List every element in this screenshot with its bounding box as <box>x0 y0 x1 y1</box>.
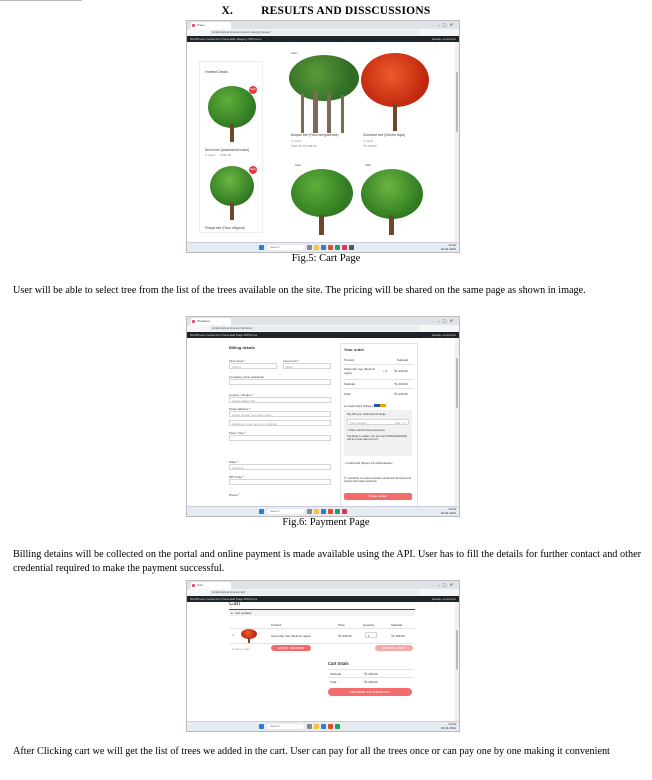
sale-badge: Sale! <box>249 86 257 94</box>
total-label: Total <box>344 392 351 396</box>
product-name[interactable]: Peepal tree (Ficus religiosa) <box>205 226 245 230</box>
page-scrollbar[interactable] <box>455 42 459 243</box>
sidebar-deals <box>199 61 263 233</box>
taskbar-search[interactable]: Search <box>267 245 304 250</box>
update-cart-button[interactable]: UPDATE CART <box>375 645 413 651</box>
browser-tab[interactable] <box>191 22 231 29</box>
wp-howdy[interactable]: Howdy, xxxxxxxxx <box>431 597 456 601</box>
cart-totals-title: Cart totals <box>328 661 349 666</box>
gulmohar-thumbnail[interactable] <box>241 629 257 643</box>
product-name[interactable]: Gulmohar tree (Delonix regia) <box>363 133 405 137</box>
wp-admin-items[interactable]: WordPress Customize 0 New Edit category WPForms <box>190 37 262 41</box>
col-price: Price <box>338 623 345 627</box>
coupon-field[interactable]: Coupon code <box>232 647 250 651</box>
system-clock[interactable]: 10:22 18-04-2024 <box>440 243 456 251</box>
taskbar-app-icon[interactable] <box>335 245 340 250</box>
zip-label: ZIP Code * <box>229 475 244 479</box>
taskbar-app-icon[interactable] <box>307 245 312 250</box>
card-panel <box>344 410 412 456</box>
order-item-qty: × 1 <box>383 369 388 373</box>
product-name[interactable]: Neem tree (Azadirachta indica) <box>205 148 249 152</box>
cart-notice <box>229 609 415 616</box>
wp-admin-bar <box>187 36 459 42</box>
paragraph-3: After Clicking cart we will get the list of trees we added in the cart. User can pay for all the trees once or can pay one by one making it convenient <box>13 746 610 757</box>
url-field[interactable]: localhost/wordpress/product-category/trees/ <box>209 30 419 35</box>
tree-image[interactable] <box>359 167 425 237</box>
taskbar-app-icon[interactable] <box>342 509 347 514</box>
col-product: Product <box>271 623 282 627</box>
taskbar-app-icon[interactable] <box>342 245 347 250</box>
taskbar-app-icon[interactable] <box>328 245 333 250</box>
wp-admin-bar <box>187 596 459 602</box>
remove-item-icon[interactable]: ⊗ <box>232 633 235 637</box>
figure-6-screenshot <box>186 316 460 517</box>
favicon-icon <box>192 584 195 587</box>
figure-7-screenshot <box>186 580 460 732</box>
proceed-checkout-button[interactable]: PROCEED TO CHECKOUT <box>328 688 412 696</box>
window-controls-icon[interactable]: –▢✕ <box>437 22 456 27</box>
wp-admin-bar <box>187 332 459 338</box>
taskbar-app-icon[interactable] <box>321 509 326 514</box>
tab-title: Checkout <box>197 319 210 323</box>
save-card-checkbox[interactable]: ☐ Save card for future payments <box>347 429 385 432</box>
last-name-field[interactable]: Bhatt <box>283 363 331 369</box>
section-number: X. <box>221 5 234 17</box>
street-label: Street address * <box>229 407 251 411</box>
windows-taskbar <box>187 506 459 516</box>
billing-title: Billing details <box>229 345 256 350</box>
terms-checkbox[interactable]: ☐ I would like to receive exclusive emails with discounts and product information (optional) <box>344 477 411 484</box>
top-rule <box>0 0 82 1</box>
browser-tab-bar <box>187 581 459 589</box>
product-name[interactable]: Banyan tree (Ficus benghalensis) <box>291 133 339 137</box>
taskbar-search[interactable]: Search <box>267 509 304 514</box>
state-label: State * <box>229 460 239 464</box>
sale-label: Sale! <box>295 163 302 167</box>
first-name-field[interactable]: Shivam <box>229 363 277 369</box>
subtotal-value: ₹1,399.00 <box>394 382 408 386</box>
system-clock[interactable]: 10:23 18-04-2024 <box>440 507 456 515</box>
window-controls-icon[interactable]: –▢✕ <box>437 318 456 323</box>
zip-field[interactable] <box>229 479 331 485</box>
taskbar-app-icon[interactable] <box>349 245 354 250</box>
apartment-field[interactable]: Apartment, suite, unit, etc. (optional) <box>229 420 331 426</box>
product-price: ₹399.00 ₹5,299.00 <box>291 144 317 148</box>
browser-tab[interactable] <box>191 582 231 589</box>
wp-admin-items[interactable]: WordPress Customize 0 New Edit Page WPForms <box>190 597 258 601</box>
pay-card-option[interactable]: ● Credit Card (Stripe) <box>344 404 386 408</box>
banyan-tree-image[interactable] <box>287 53 361 137</box>
favicon-icon <box>192 24 195 27</box>
product-meta: in stock <box>291 139 302 143</box>
taskbar-app-icon[interactable] <box>314 724 319 729</box>
product-meta: in stock <box>205 153 216 157</box>
browser-tab-bar <box>187 21 459 29</box>
windows-taskbar <box>187 242 459 252</box>
page-scrollbar[interactable] <box>455 338 459 507</box>
totals-total-value: ₹1,399.00 <box>364 680 378 684</box>
taskbar-app-icon[interactable] <box>328 509 333 514</box>
system-clock[interactable]: 10:24 18-04-2024 <box>440 722 456 730</box>
figure-6-caption: Fig.6: Payment Page <box>282 517 370 528</box>
taskbar-search[interactable]: Search <box>267 724 304 729</box>
cart-item-subtotal: ₹1,399.00 <box>391 634 405 638</box>
card-number-field[interactable]: Card number MM / YY <box>347 419 409 425</box>
subtotal-label: Subtotal <box>344 382 356 386</box>
taskbar-app-icon[interactable] <box>335 724 340 729</box>
country-label: Country / Region * <box>229 393 254 397</box>
wp-howdy[interactable]: Howdy, xxxxxxxxx <box>431 37 456 41</box>
taskbar-app-icon[interactable] <box>314 509 319 514</box>
paragraph-1: User will be able to select tree from the list of the trees available on the site. The pricing will be shared on the same page as shown in image. <box>13 285 586 296</box>
company-field[interactable] <box>229 379 331 385</box>
browser-tab[interactable] <box>191 318 231 325</box>
total-value: ₹1,399.00 <box>394 392 408 396</box>
taskbar-app-icon[interactable] <box>307 509 312 514</box>
country-select[interactable]: United States (US) <box>229 397 331 403</box>
favicon-icon <box>192 320 195 323</box>
url-field[interactable]: localhost/wordpress/cart/ <box>209 590 419 595</box>
wp-howdy[interactable]: Howdy, xxxxxxxxx <box>431 333 456 337</box>
tree-image[interactable] <box>289 167 355 237</box>
first-name-label: First name * <box>229 359 246 363</box>
taskbar-app-icon[interactable] <box>321 245 326 250</box>
figure-5-screenshot <box>186 20 460 253</box>
col-product: Product <box>344 358 355 362</box>
start-icon[interactable] <box>259 245 264 250</box>
start-icon[interactable] <box>259 724 264 729</box>
window-controls-icon[interactable]: –▢✕ <box>437 582 456 587</box>
tab-title: Cart <box>197 583 203 587</box>
cart-item-price: ₹1,399.00 <box>338 634 352 638</box>
section-heading <box>0 5 652 17</box>
tab-title: Trees <box>197 23 205 27</box>
totals-subtotal-label: Subtotal <box>330 672 342 676</box>
product-meta: in stock <box>363 139 374 143</box>
city-label: Town / City * <box>229 431 246 435</box>
figure-5-caption: Fig.5: Cart Page <box>291 253 361 264</box>
sale-badge: Sale! <box>249 166 257 174</box>
taskbar-app-icon[interactable] <box>314 245 319 250</box>
sidebar-title: Hottest Deals <box>205 70 228 74</box>
totals-total-label: Total <box>330 680 337 684</box>
quantity-field[interactable]: 1 <box>365 632 377 638</box>
page-scrollbar[interactable] <box>455 602 459 722</box>
sale-label: Sale! <box>365 163 372 167</box>
totals-subtotal-value: ₹1,399.00 <box>364 672 378 676</box>
taskbar-app-icon[interactable] <box>328 724 333 729</box>
col-subtotal: Subtotal <box>391 623 403 627</box>
url-field[interactable]: localhost/wordpress/checkout/ <box>209 326 419 331</box>
col-quantity: Quantity <box>363 623 375 627</box>
taskbar-app-icon[interactable] <box>321 724 326 729</box>
sale-label: Sale! <box>291 51 298 55</box>
wp-admin-items[interactable]: WordPress Customize 0 New Edit Page WPForms <box>190 333 258 337</box>
taskbar-app-icon[interactable] <box>335 509 340 514</box>
order-item-price: ₹1,399.00 <box>394 369 408 373</box>
order-title: Your order <box>344 347 365 352</box>
pay-alt-option[interactable]: ○ Credit Card (Stripe) 3-D Authentication <box>344 462 393 465</box>
windows-taskbar <box>187 721 459 731</box>
cart-title: Cart <box>229 601 241 607</box>
paragraph-2: Billing detains will be collected on the portal and online payment is made available using the API. User has to fill the details for further contact and other credential required to make the payment successful. <box>13 549 641 574</box>
test-mode-note: Test Mode is enabled. Use test card 4242424242424242 with any future date and CVC. <box>347 435 407 442</box>
notice-text: Cart updated. <box>235 611 252 615</box>
state-select[interactable]: California <box>229 464 331 470</box>
notice-check-icon: ● <box>231 611 233 615</box>
place-order-button[interactable]: Place order <box>344 493 412 500</box>
browser-tab-bar <box>187 317 459 325</box>
company-label: Company name (optional) <box>229 375 264 379</box>
taskbar-app-icon[interactable] <box>307 724 312 729</box>
street-field[interactable]: House number and street name <box>229 411 331 417</box>
cart-item-name[interactable]: Gulmohar tree (Delonix regia) <box>271 634 311 638</box>
product-price: ₹299.00 <box>220 153 232 157</box>
gulmohar-tree-image[interactable] <box>359 51 431 133</box>
apply-coupon-button[interactable]: APPLY COUPON <box>271 645 311 651</box>
city-field[interactable] <box>229 435 331 441</box>
start-icon[interactable] <box>259 509 264 514</box>
order-item: Gulmohar tree (Delonix regia) <box>344 367 376 375</box>
card-help: Pay with your credit card via Stripe. <box>347 413 387 416</box>
product-price: ₹1,399.00 <box>363 144 377 148</box>
col-subtotal: Subtotal <box>397 358 409 362</box>
section-title: RESULTS AND DISSCUSSIONS <box>261 5 431 17</box>
last-name-label: Last name * <box>283 359 300 363</box>
phone-label: Phone * <box>229 493 240 497</box>
